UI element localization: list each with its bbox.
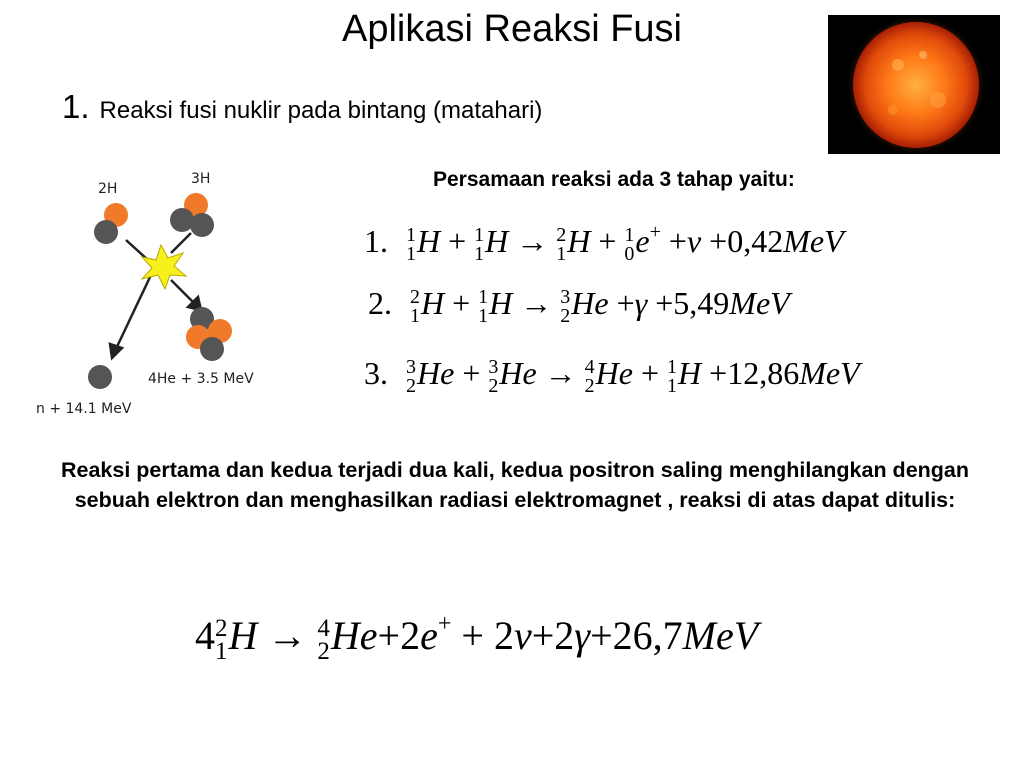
nuclide-symbol: He — [595, 355, 633, 391]
positron-symbol: e — [635, 223, 650, 259]
energy-unit: MeV — [783, 223, 844, 259]
positron-symbol: e — [420, 613, 438, 658]
nuclide-indices: 3 2 — [406, 356, 416, 397]
charge-superscript: + — [649, 221, 661, 243]
equation-1 — [364, 222, 844, 263]
energy-value: 26,7 — [612, 613, 683, 658]
nuclide-indices: 3 2 — [560, 286, 571, 327]
fusion-diagram — [36, 165, 286, 420]
coefficient: 4 — [195, 613, 215, 658]
plus-sign: + — [640, 355, 660, 391]
energy-value: 12,86 — [727, 355, 800, 391]
helium-nucleus — [186, 307, 232, 361]
plus-sign: + — [598, 223, 617, 259]
plus-sign: + — [452, 285, 471, 321]
nuclide-symbol: H — [489, 285, 513, 321]
nuclide-indices: 1 1 — [667, 356, 678, 397]
energy-unit: MeV — [729, 285, 790, 321]
plus-sign: + — [531, 613, 555, 658]
coefficient: 2 — [400, 613, 421, 658]
equation-2 — [368, 287, 790, 325]
arrow: → — [520, 285, 553, 321]
energy-value: 5,49 — [673, 285, 730, 321]
nuclide-symbol: He — [571, 285, 609, 321]
nuclide-indices: 2 1 — [410, 286, 420, 327]
nuclide-symbol: H — [678, 355, 702, 391]
neutron — [88, 365, 112, 389]
sun-graphic — [828, 15, 1000, 154]
section-text: Reaksi fusi nuklir pada bintang (matahari) — [99, 97, 543, 124]
neutrino-symbol: ν — [513, 613, 532, 658]
overall-equation — [195, 612, 758, 663]
neutrino-symbol: ν — [686, 223, 702, 259]
nuclide-indices: 1 1 — [478, 286, 489, 327]
plus-sign: + — [709, 355, 728, 391]
arrow: → — [267, 613, 308, 658]
nuclide-symbol: H — [485, 223, 509, 259]
fusion-diagram-svg — [36, 165, 286, 420]
label-tritium: 3H — [191, 171, 211, 187]
gamma-symbol: γ — [574, 613, 591, 658]
plus-sign: + — [668, 223, 687, 259]
gamma-symbol: γ — [634, 285, 648, 321]
nuclide-indices: 1 0 — [624, 224, 635, 265]
nuclide-symbol: H — [567, 223, 591, 259]
energy-unit: MeV — [799, 355, 860, 391]
plus-sign: + — [616, 285, 635, 321]
coefficient: 2 — [554, 613, 575, 658]
sun-image — [828, 15, 1000, 154]
explanation-paragraph: Reaksi pertama dan kedua terjadi dua kali, kedua positron saling menghilangkan dengan sebuah elektron dan menghasilkan radiasi elektromagnet , reaksi di atas dapat ditulis: — [60, 458, 970, 513]
nuclide-indices: 2 1 — [215, 614, 228, 665]
label-helium: 4He + 3.5 MeV — [148, 371, 254, 387]
arrow: → — [544, 355, 577, 391]
nuclide-indices: 1 1 — [406, 224, 416, 265]
nuclide-symbol: He — [330, 613, 378, 658]
coefficient: 2 — [493, 613, 514, 658]
nuclide-symbol: He — [499, 355, 537, 391]
tritium-nucleus — [170, 193, 214, 237]
slide-title: Aplikasi Reaksi Fusi — [342, 8, 682, 50]
nuclide-symbol: He — [417, 355, 455, 391]
energy-unit: MeV — [682, 613, 759, 658]
plus-sign: + — [448, 223, 467, 259]
equation-3 — [364, 357, 860, 395]
arrow: → — [516, 223, 549, 259]
section-heading — [62, 88, 542, 126]
plus-sign: + — [462, 355, 481, 391]
energy-value: 0,42 — [727, 223, 784, 259]
plus-sign: + — [377, 613, 401, 658]
plus-sign: + — [709, 223, 728, 259]
nuclide-symbol: H — [228, 613, 258, 658]
nuclide-indices: 1 1 — [474, 224, 485, 265]
plus-sign: + — [590, 613, 613, 658]
nuclide-indices: 2 1 — [556, 224, 567, 265]
section-number: 1. — [62, 88, 90, 125]
label-neutron: n + 14.1 MeV — [36, 401, 132, 417]
equation-number: 2. — [368, 285, 392, 321]
nuclide-indices: 4 2 — [317, 614, 330, 665]
nuclide-symbol: H — [417, 223, 441, 259]
label-deuterium: 2H — [98, 181, 118, 197]
charge-superscript: + — [437, 611, 452, 637]
nuclide-symbol: H — [421, 285, 445, 321]
deuterium-nucleus — [94, 203, 128, 244]
nuclide-indices: 3 2 — [488, 356, 499, 397]
nuclide-indices: 4 2 — [584, 356, 595, 397]
equations-heading: Persamaan reaksi ada 3 tahap yaitu: — [433, 168, 795, 191]
plus-sign: + — [655, 285, 674, 321]
equation-number: 3. — [364, 355, 388, 391]
plus-sign: + — [461, 613, 484, 658]
equation-number: 1. — [364, 223, 388, 259]
